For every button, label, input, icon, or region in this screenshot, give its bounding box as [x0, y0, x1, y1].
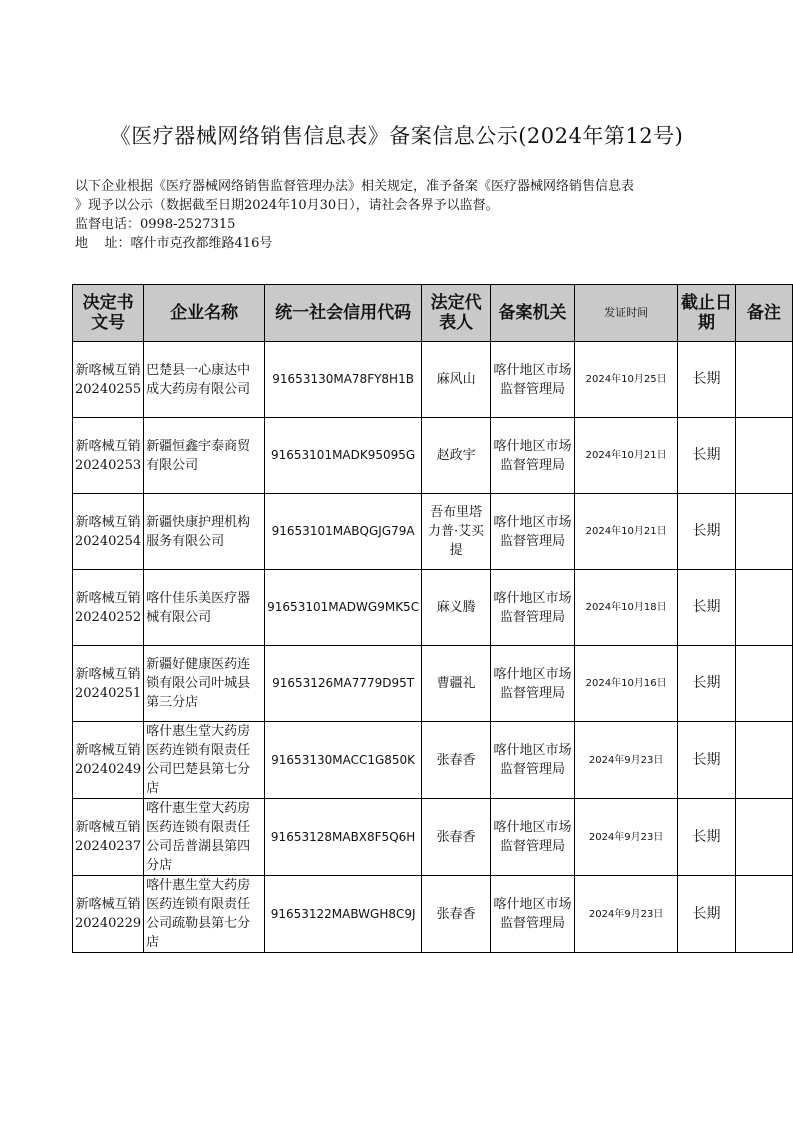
credit-code-cell: 91653122MABWGH8C9J	[265, 876, 422, 953]
legal-rep-cell: 麻风山	[422, 342, 491, 418]
table-row	[73, 799, 793, 876]
issue-date-cell: 2024年10月21日	[574, 494, 678, 570]
company-name-cell: 新疆快康护理机构服务有限公司	[144, 494, 265, 570]
issue-date-cell: 2024年10月21日	[574, 418, 678, 494]
company-name-cell: 新疆好健康医药连锁有限公司叶城县第三分店	[144, 646, 265, 722]
issue-date-cell: 2024年9月23日	[574, 876, 678, 953]
legal-rep-cell: 麻义腾	[422, 570, 491, 646]
issue-date-cell: 2024年10月16日	[574, 646, 678, 722]
issue-date-cell: 2024年9月23日	[574, 722, 678, 799]
authority-cell: 喀什地区市场监督管理局	[491, 494, 575, 570]
authority-cell: 喀什地区市场监督管理局	[491, 418, 575, 494]
remarks-cell	[735, 799, 792, 876]
decision-number-cell: 新喀械互销20240252	[73, 570, 144, 646]
credit-code-cell: 91653130MA78FY8H1B	[265, 342, 422, 418]
issue-date-cell: 2024年10月25日	[574, 342, 678, 418]
decision-number-cell: 新喀械互销20240255	[73, 342, 144, 418]
decision-number-cell: 新喀械互销20240251	[73, 646, 144, 722]
credit-code-cell: 91653101MADWG9MK5C	[265, 570, 422, 646]
table-row	[73, 570, 793, 646]
legal-rep-cell: 吾布里塔力普·艾买提	[422, 494, 491, 570]
intro-text	[75, 177, 725, 253]
remarks-cell	[735, 876, 792, 953]
authority-cell: 喀什地区市场监督管理局	[491, 570, 575, 646]
credit-code-cell: 91653101MABQGJG79A	[265, 494, 422, 570]
header-issue-date: 发证时间	[574, 285, 678, 342]
legal-rep-cell: 赵政宇	[422, 418, 491, 494]
remarks-cell	[735, 570, 792, 646]
remarks-cell	[735, 494, 792, 570]
company-name-cell: 喀什惠生堂大药房医药连锁有限责任公司巴楚县第七分店	[144, 722, 265, 799]
legal-rep-cell: 曹疆礼	[422, 646, 491, 722]
company-name-cell: 新疆恒鑫宇泰商贸有限公司	[144, 418, 265, 494]
decision-number-cell: 新喀械互销20240237	[73, 799, 144, 876]
expiry-cell: 长期	[678, 494, 735, 570]
decision-number-cell: 新喀械互销20240253	[73, 418, 144, 494]
credit-code-cell: 91653126MA7779D95T	[265, 646, 422, 722]
authority-cell: 喀什地区市场监督管理局	[491, 342, 575, 418]
filing-table	[72, 284, 793, 953]
expiry-cell: 长期	[678, 799, 735, 876]
authority-cell: 喀什地区市场监督管理局	[491, 646, 575, 722]
issue-date-cell: 2024年10月18日	[574, 570, 678, 646]
address-line: 地 址：喀什市克孜都维路416号	[75, 236, 273, 251]
decision-number-cell: 新喀械互销20240249	[73, 722, 144, 799]
decision-number-cell: 新喀械互销20240254	[73, 494, 144, 570]
table-row	[73, 418, 793, 494]
expiry-cell: 长期	[678, 342, 735, 418]
phone-line: 监督电话：0998-2527315	[75, 217, 236, 232]
company-name-cell: 喀什惠生堂大药房医药连锁有限责任公司疏勒县第七分店	[144, 876, 265, 953]
expiry-cell: 长期	[678, 570, 735, 646]
header-legal-rep: 法定代表人	[422, 285, 491, 342]
intro-line-1: 以下企业根据《医疗器械网络销售监督管理办法》相关规定，准予备案《医疗器械网络销售信息表	[75, 179, 635, 194]
authority-cell: 喀什地区市场监督管理局	[491, 876, 575, 953]
page-title: 《医疗器械网络销售信息表》备案信息公示(2024年第12号)	[109, 124, 684, 148]
credit-code-cell: 91653128MABX8F5Q6H	[265, 799, 422, 876]
table-row	[73, 646, 793, 722]
header-remarks: 备注	[735, 285, 792, 342]
credit-code-cell: 91653130MACC1G850K	[265, 722, 422, 799]
header-company: 企业名称	[144, 285, 265, 342]
expiry-cell: 长期	[678, 876, 735, 953]
decision-number-cell: 新喀械互销20240229	[73, 876, 144, 953]
company-name-cell: 喀什佳乐美医疗器械有限公司	[144, 570, 265, 646]
expiry-cell: 长期	[678, 418, 735, 494]
company-name-cell: 喀什惠生堂大药房医药连锁有限责任公司岳普湖县第四分店	[144, 799, 265, 876]
company-name-cell: 巴楚县一心康达中成大药房有限公司	[144, 342, 265, 418]
legal-rep-cell: 张春香	[422, 799, 491, 876]
header-expiry: 截止日期	[678, 285, 735, 342]
credit-code-cell: 91653101MADK95095G	[265, 418, 422, 494]
table-row	[73, 722, 793, 799]
remarks-cell	[735, 418, 792, 494]
legal-rep-cell: 张春香	[422, 876, 491, 953]
authority-cell: 喀什地区市场监督管理局	[491, 799, 575, 876]
header-decision: 决定书文号	[73, 285, 144, 342]
table-row	[73, 342, 793, 418]
header-authority: 备案机关	[491, 285, 575, 342]
expiry-cell: 长期	[678, 722, 735, 799]
header-credit-code: 统一社会信用代码	[265, 285, 422, 342]
intro-line-2: 》现予以公示（数据截至日期2024年10月30日），请社会各界予以监督。	[75, 198, 499, 213]
table-row	[73, 494, 793, 570]
table-row	[73, 876, 793, 953]
remarks-cell	[735, 646, 792, 722]
issue-date-cell: 2024年9月23日	[574, 799, 678, 876]
expiry-cell: 长期	[678, 646, 735, 722]
authority-cell: 喀什地区市场监督管理局	[491, 722, 575, 799]
legal-rep-cell: 张春香	[422, 722, 491, 799]
remarks-cell	[735, 342, 792, 418]
remarks-cell	[735, 722, 792, 799]
table-header-row	[73, 285, 793, 342]
